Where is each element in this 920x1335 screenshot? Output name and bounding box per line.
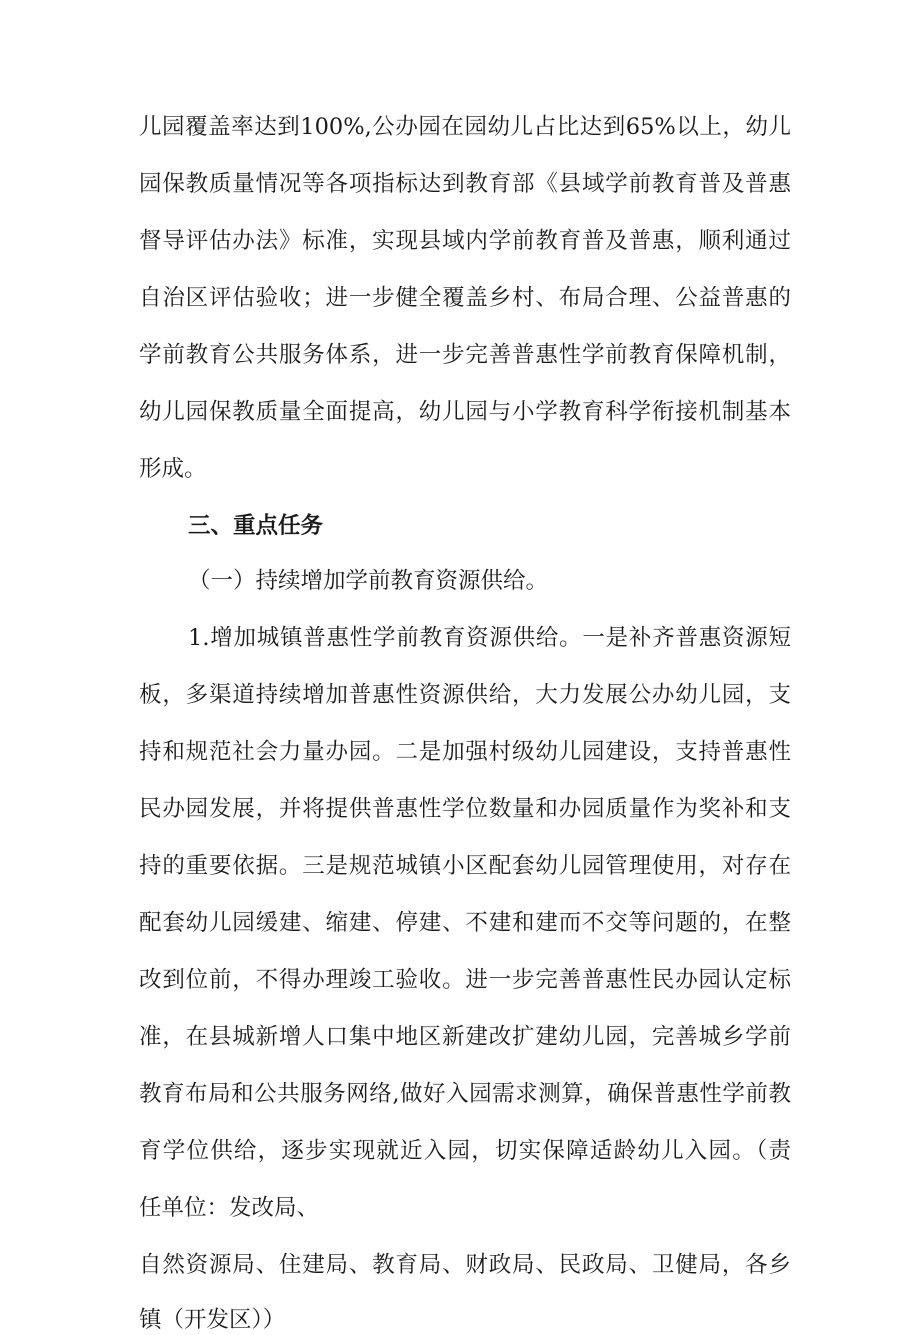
text-line: 民办园发展，并将提供普惠性学位数量和办园质量作为奖补和支 xyxy=(139,796,791,822)
text-line: 督导评估办法》标准，实现县域内学前教育普及普惠，顺利通过 xyxy=(139,228,791,254)
text-line: 自然资源局、住建局、教育局、财政局、民政局、卫健局，各乡 xyxy=(139,1252,791,1278)
text-line: 儿园覆盖率达到100%,公办园在园幼儿占比达到65%以上，幼儿 xyxy=(139,114,791,140)
text-line: 育学位供给，逐步实现就近入园，切实保障适龄幼儿入园。（责 xyxy=(139,1138,791,1164)
text-line: 配套幼儿园缓建、缩建、停建、不建和建而不交等问题的，在整 xyxy=(139,910,791,936)
text-line: 镇（开发区）） xyxy=(139,1307,286,1333)
subsection-heading: （一）持续增加学前教育资源供给。 xyxy=(188,568,549,594)
text-line: 学前教育公共服务体系，进一步完善普惠性学前教育保障机制， xyxy=(139,342,791,368)
text-line: 准，在县城新增人口集中地区新建改扩建幼儿园，完善城乡学前 xyxy=(139,1024,791,1050)
section-heading: 三、重点任务 xyxy=(188,513,324,539)
text-line: 1.增加城镇普惠性学前教育资源供给。一是补齐普惠资源短 xyxy=(188,625,791,651)
text-line: 园保教质量情况等各项指标达到教育部《县域学前教育普及普惠 xyxy=(139,171,791,197)
text-line: 板，多渠道持续增加普惠性资源供给，大力发展公办幼儿园，支 xyxy=(139,682,791,708)
text-line: 持和规范社会力量办园。二是加强村级幼儿园建设，支持普惠性 xyxy=(139,739,791,765)
text-line: 幼儿园保教质量全面提高，幼儿园与小学教育科学衔接机制基本 xyxy=(139,399,791,425)
text-line: 持的重要依据。三是规范城镇小区配套幼儿园管理使用，对存在 xyxy=(139,853,791,879)
text-line: 教育布局和公共服务网络,做好入园需求测算，确保普惠性学前教 xyxy=(139,1081,791,1107)
text-line: 自治区评估验收；进一步健全覆盖乡村、布局合理、公益普惠的 xyxy=(139,285,791,311)
text-line: 改到位前，不得办理竣工验收。进一步完善普惠性民办园认定标 xyxy=(139,967,791,993)
text-line: 形成。 xyxy=(139,456,207,482)
text-line: 任单位：发改局、 xyxy=(139,1195,320,1221)
